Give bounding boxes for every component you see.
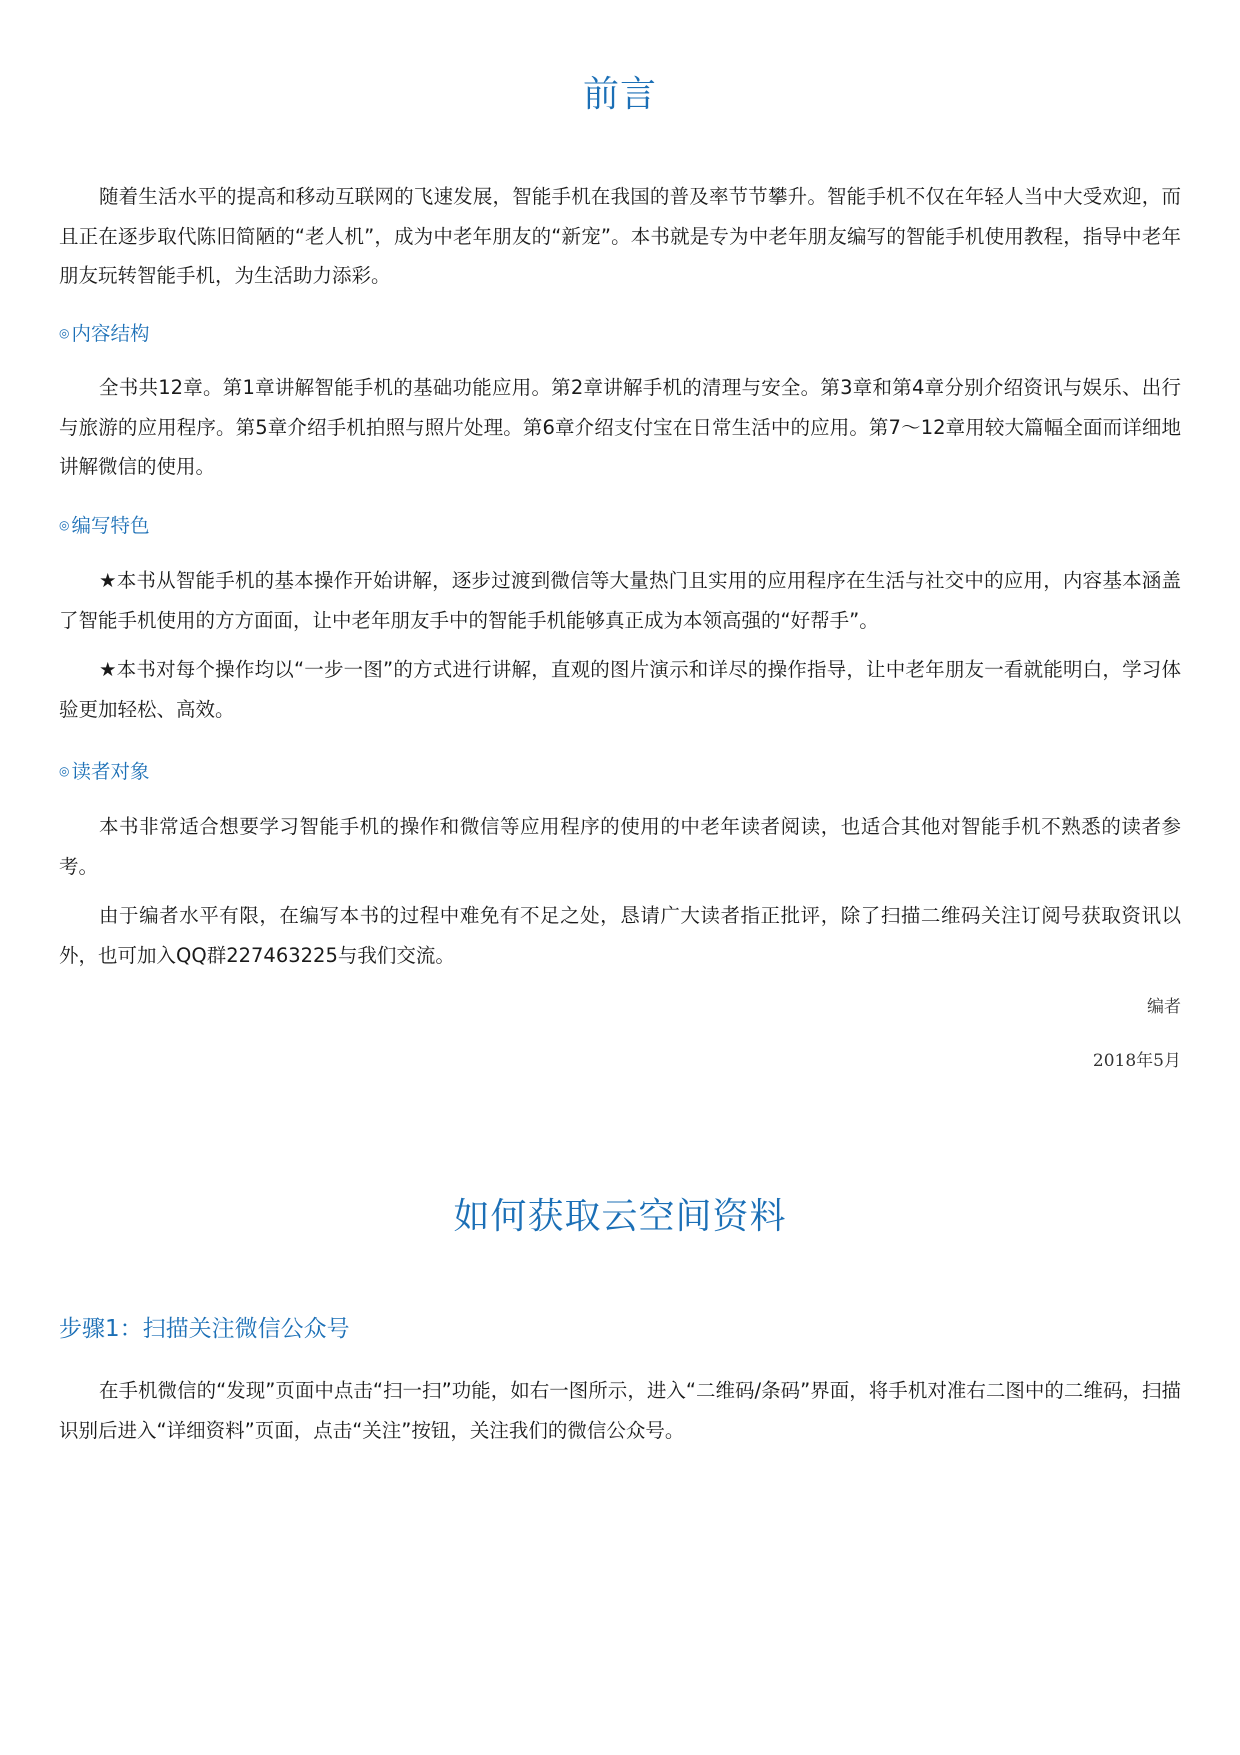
cloud-title: 如何获取云空间资料 (453, 1196, 787, 1237)
section-heading-label: 编写特色 (71, 514, 150, 537)
section-heading-label: 读者对象 (71, 760, 150, 783)
preface-title: 前言 (582, 74, 657, 115)
structure-paragraph: 全书共12章。第1章讲解智能手机的基础功能应用。第2章讲解手机的清理与安全。第3章和第4章分别介绍资讯与娱乐、出行与旅游的应用程序。第5章介绍手机拍照与照片处理。第6章介绍支付宝在日常生活中的应用。第7～12章用较大篇幅全面而详细地讲解微信的使用。 (59, 376, 1181, 478)
signature: 编者 (1147, 997, 1181, 1017)
bullet-icon: ◎ (59, 326, 70, 340)
section-heading-structure (59, 318, 150, 349)
features-paragraph-1: ★本书从智能手机的基本操作开始讲解，逐步过渡到微信等大量热门且实用的应用程序在生活与社交中的应用，内容基本涵盖了智能手机使用的方方面面，让中老年朋友手中的智能手机能够真正成为本领高强的“好帮手”。 (59, 569, 1181, 632)
signature-date: 2018年5月 (1092, 1051, 1181, 1071)
section-heading-audience (59, 756, 150, 787)
bullet-icon: ◎ (59, 518, 70, 532)
step1-paragraph: 在手机微信的“发现”页面中点击“扫一扫”功能，如右一图所示，进入“二维码/条码”界面，将手机对准右二图中的二维码，扫描识别后进入“详细资料”页面，点击“关注”按钮，关注我们的微信公众号。 (59, 1379, 1181, 1442)
section-heading-label: 内容结构 (71, 322, 150, 345)
features-paragraph-2: ★本书对每个操作均以“一步一图”的方式进行讲解，直观的图片演示和详尽的操作指导，让中老年朋友一看就能明白，学习体验更加轻松、高效。 (59, 658, 1181, 721)
step1-heading: 步骤1：扫描关注微信公众号 (59, 1316, 350, 1342)
bullet-icon: ◎ (59, 764, 70, 778)
section-heading-features (59, 510, 150, 541)
preface-intro-paragraph: 随着生活水平的提高和移动互联网的飞速发展，智能手机在我国的普及率节节攀升。智能手机不仅在年轻人当中大受欢迎，而且正在逐步取代陈旧简陋的“老人机”，成为中老年朋友的“新宠”。本书就是专为中老年朋友编写的智能手机使用教程，指导中老年朋友玩转智能手机，为生活助力添彩。 (59, 185, 1181, 287)
audience-paragraph-1: 本书非常适合想要学习智能手机的操作和微信等应用程序的使用的中老年读者阅读，也适合其他对智能手机不熟悉的读者参考。 (59, 815, 1181, 878)
audience-paragraph-2: 由于编者水平有限，在编写本书的过程中难免有不足之处，恳请广大读者指正批评，除了扫描二维码关注订阅号获取资讯以外，也可加入QQ群227463225与我们交流。 (59, 904, 1181, 967)
